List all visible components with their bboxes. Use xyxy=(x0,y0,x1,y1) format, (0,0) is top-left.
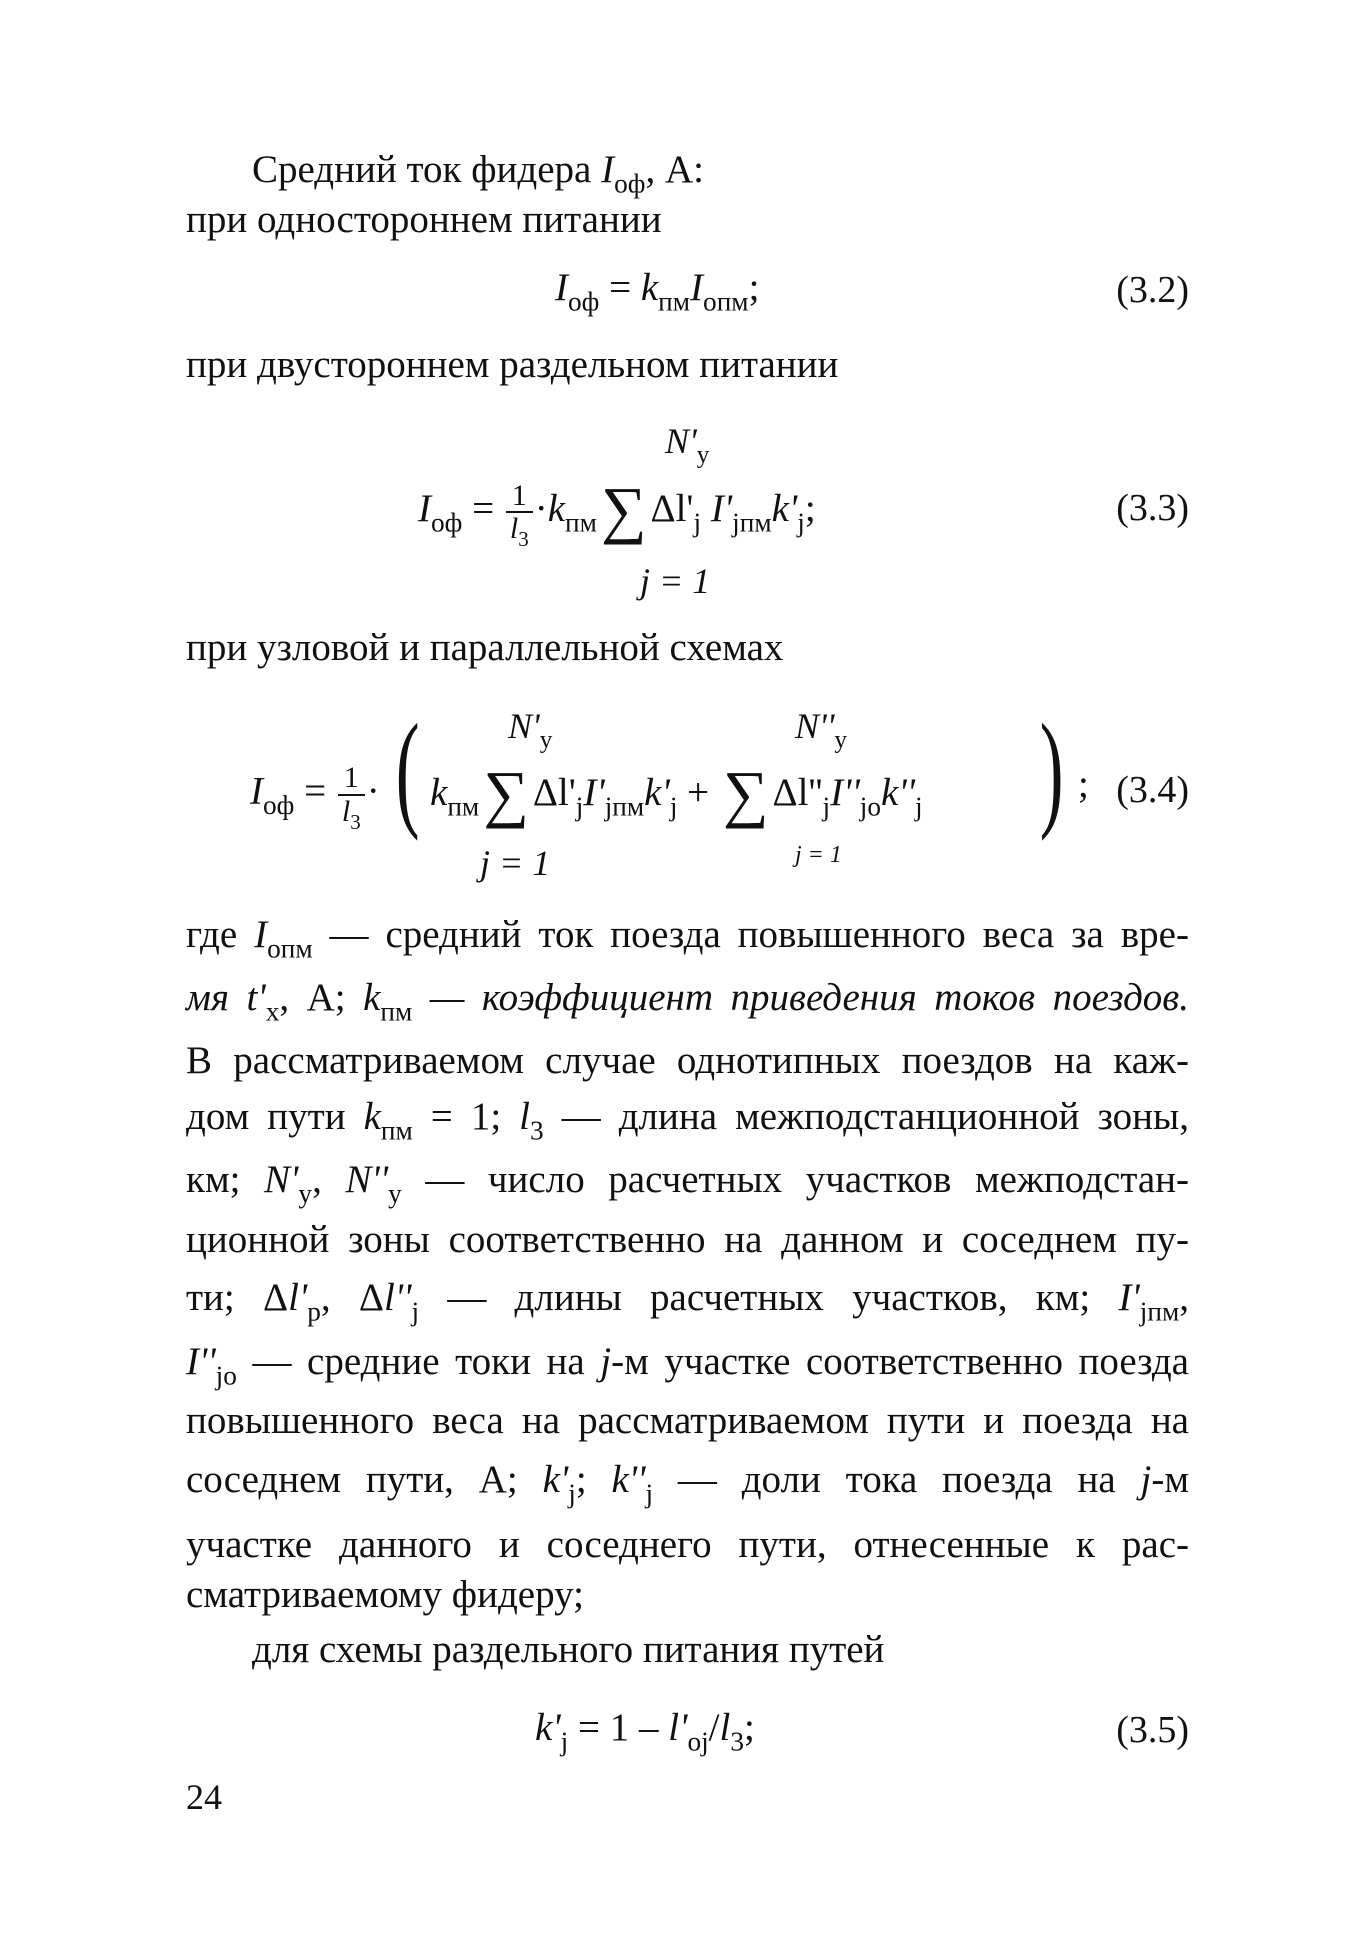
semicolon: ; xyxy=(748,266,760,309)
var-l: l' xyxy=(668,1706,688,1749)
var-I: I xyxy=(418,487,431,530)
text: ; xyxy=(575,1458,612,1501)
sum1-lower-limit xyxy=(480,842,550,884)
text: , А; xyxy=(279,976,364,1019)
numerator: 1 xyxy=(506,480,533,514)
var-N: N'' xyxy=(795,706,835,746)
body-line-1 xyxy=(186,913,1189,964)
sum1-upper-limit xyxy=(508,705,553,754)
text: соседнем пути, А; xyxy=(186,1458,543,1501)
intro-line-1 xyxy=(252,148,704,199)
sub: пм xyxy=(658,286,691,317)
var-l: l xyxy=(519,1095,531,1138)
body-line-10 xyxy=(186,1458,1189,1509)
term: Δl' xyxy=(650,487,694,530)
sum-upper-limit xyxy=(665,420,710,469)
sub: jпм xyxy=(604,791,645,822)
text: , xyxy=(1179,1276,1189,1319)
body-line-5 xyxy=(186,1158,1190,1209)
text: — число расчетных участков межподстан- xyxy=(401,1158,1190,1201)
sub: jo xyxy=(215,1360,237,1391)
numerator: 1 xyxy=(338,762,365,796)
sub: у xyxy=(388,1178,402,1209)
var-I: I'' xyxy=(186,1340,216,1383)
lower-limit-text: j = 1 xyxy=(640,561,711,601)
body-line-3: В рассматриваемом случае однотипных поездов на каж- xyxy=(186,1039,1189,1082)
equation-3-4 xyxy=(250,761,380,834)
sub: 3 xyxy=(518,527,529,552)
text: мя xyxy=(186,976,247,1019)
sub: j xyxy=(411,1296,420,1327)
left-paren: ( xyxy=(395,698,420,842)
var-I: I xyxy=(690,266,704,309)
sum-sign: ∑ xyxy=(722,758,769,829)
sub: у xyxy=(834,726,848,754)
sub: р xyxy=(307,1296,321,1327)
var-k: k' xyxy=(644,771,670,814)
sub: j xyxy=(822,791,831,822)
sub: oj xyxy=(687,1726,709,1757)
intro-text-end: , А: xyxy=(645,148,704,191)
var-k: k xyxy=(430,771,448,814)
var-I: I xyxy=(555,266,568,309)
plus: + xyxy=(677,771,719,814)
denominator xyxy=(506,512,533,552)
term: Δl' xyxy=(532,771,576,814)
equals: = xyxy=(599,266,641,309)
body-line-12: сматриваемому фидеру; xyxy=(186,1573,584,1616)
var-k: k' xyxy=(535,1706,561,1749)
var-l: l' xyxy=(288,1276,308,1319)
text: , Δ xyxy=(320,1276,384,1319)
equation-3-5 xyxy=(535,1705,755,1757)
lower-limit-text: j = 1 xyxy=(480,843,551,883)
sub: пм xyxy=(380,996,413,1027)
sum-sign: ∑ xyxy=(600,474,647,545)
term: Δl'' xyxy=(772,771,823,814)
sub-of: оф xyxy=(614,168,646,199)
sub: j xyxy=(568,1478,576,1509)
equals: = xyxy=(294,769,336,813)
text: — средний ток поезда повышенного веса за вре- xyxy=(312,913,1189,956)
var-k: k xyxy=(547,487,565,530)
body-line-13: для схемы раздельного питания путей xyxy=(252,1628,885,1671)
var-I: I xyxy=(601,148,615,191)
text: — коэффициент приведения токов поездов. xyxy=(412,976,1189,1019)
equation-number-3-2: (3.2) xyxy=(1116,269,1189,311)
fraction xyxy=(338,761,365,834)
body-line-7 xyxy=(186,1276,1189,1327)
text: ти; Δ xyxy=(186,1276,289,1319)
var-N: N' xyxy=(264,1158,299,1201)
text: -м участке соответственно поезда xyxy=(611,1340,1189,1383)
text: где xyxy=(186,913,255,956)
var-I: I' xyxy=(701,487,733,530)
text: — доли тока поезда на xyxy=(653,1458,1141,1501)
sum-sign: ∑ xyxy=(483,758,529,829)
var-j: j xyxy=(600,1340,612,1383)
sub: jпм xyxy=(732,507,772,538)
text: -м xyxy=(1151,1458,1189,1501)
text: — средние токи на xyxy=(236,1340,601,1383)
var-I: I xyxy=(254,913,268,956)
lower-limit-text: j = 1 xyxy=(795,842,842,868)
sum2-lower-limit xyxy=(795,842,842,869)
denominator xyxy=(338,794,365,834)
text: = 1; xyxy=(412,1095,520,1138)
body-line-11: участке данного и соседнего пути, отнесенные к рас- xyxy=(186,1523,1189,1566)
var-N: N' xyxy=(665,421,697,461)
fraction xyxy=(506,478,533,552)
paragraph-node-schemes: при узловой и параллельной схемах xyxy=(186,626,784,669)
sub: опм xyxy=(267,933,313,964)
slash: / xyxy=(708,1706,720,1749)
semicolon: ; xyxy=(744,1706,755,1749)
equals: = xyxy=(462,487,504,530)
equation-number-3-5: (3.5) xyxy=(1116,1709,1189,1751)
sub: j xyxy=(797,507,805,538)
dot: · xyxy=(366,769,380,813)
var-k: k' xyxy=(542,1458,569,1501)
equation-3-4-body xyxy=(430,758,923,829)
sub: j xyxy=(669,791,678,822)
equation-number-3-4: (3.4) xyxy=(1116,769,1189,811)
var-k: k' xyxy=(771,487,798,530)
body-line-4 xyxy=(186,1095,1189,1146)
sub: х xyxy=(265,996,280,1027)
sub: оф xyxy=(431,507,463,538)
var-l: l xyxy=(509,512,519,546)
sub: jo xyxy=(859,791,882,822)
equation-3-3 xyxy=(418,474,816,552)
sub: j xyxy=(575,791,584,822)
sum2-upper-limit xyxy=(795,705,848,754)
sub: пм xyxy=(447,791,480,822)
dot: · xyxy=(534,487,548,530)
sub: 3 xyxy=(350,809,361,834)
semicolon: ; xyxy=(804,487,816,530)
sub: оф xyxy=(263,789,295,820)
text: км; xyxy=(186,1158,265,1201)
var-k: k xyxy=(640,266,659,309)
page-number: 24 xyxy=(186,1777,222,1817)
var-I: I' xyxy=(1118,1276,1140,1319)
text: — длина межподстанционной зоны, xyxy=(543,1095,1189,1138)
var-t: t' xyxy=(246,976,266,1019)
sum-lower-limit xyxy=(640,560,710,602)
paragraph-two-sided: при двустороннем раздельном питании xyxy=(186,343,839,386)
var-k: k xyxy=(363,1095,381,1138)
equals: = 1 – xyxy=(568,1706,669,1749)
sub: jпм xyxy=(1139,1296,1180,1327)
var-I: I'' xyxy=(830,771,860,814)
sub: у xyxy=(696,441,710,469)
var-l: l xyxy=(341,794,351,828)
var-k: k'' xyxy=(881,771,916,814)
var-I: I xyxy=(250,769,263,813)
equation-number-3-3: (3.3) xyxy=(1116,487,1189,529)
intro-line-2: при одностороннем питании xyxy=(186,198,662,241)
text: , xyxy=(312,1158,346,1201)
var-N: N' xyxy=(508,706,540,746)
var-k: k xyxy=(363,976,381,1019)
body-line-6: ционной зоны соответственно на данном и соседнем пу- xyxy=(186,1218,1189,1261)
sub: j xyxy=(693,507,702,538)
var-j: j xyxy=(1140,1458,1152,1501)
text: — длины расчетных участков, км; xyxy=(419,1276,1119,1319)
sub: j xyxy=(915,791,923,822)
sub: 3 xyxy=(730,1726,745,1757)
var-l: l xyxy=(719,1706,731,1749)
sub: у xyxy=(539,726,553,754)
right-paren: ) xyxy=(1039,698,1064,842)
equation-3-2 xyxy=(555,265,760,317)
sub: j xyxy=(645,1478,654,1509)
body-line-9: повышенного веса на рассматриваемом пути и поезда на xyxy=(186,1399,1189,1442)
var-l: l'' xyxy=(383,1276,412,1319)
sub: оф xyxy=(568,286,600,317)
intro-text: Средний ток фидера xyxy=(252,148,602,191)
sub: j xyxy=(560,1726,569,1757)
sub: у xyxy=(298,1178,313,1209)
body-line-2 xyxy=(186,976,1189,1027)
sub: опм xyxy=(703,286,749,317)
sub: 3 xyxy=(530,1115,544,1146)
var-N: N'' xyxy=(345,1158,389,1201)
var-k: k'' xyxy=(611,1458,646,1501)
text: дом пути xyxy=(186,1095,364,1138)
var-I: I' xyxy=(583,771,605,814)
equation-3-4-end: ; xyxy=(1078,763,1089,806)
sub: пм xyxy=(565,507,597,538)
body-line-8 xyxy=(186,1340,1189,1391)
sub: пм xyxy=(380,1115,413,1146)
